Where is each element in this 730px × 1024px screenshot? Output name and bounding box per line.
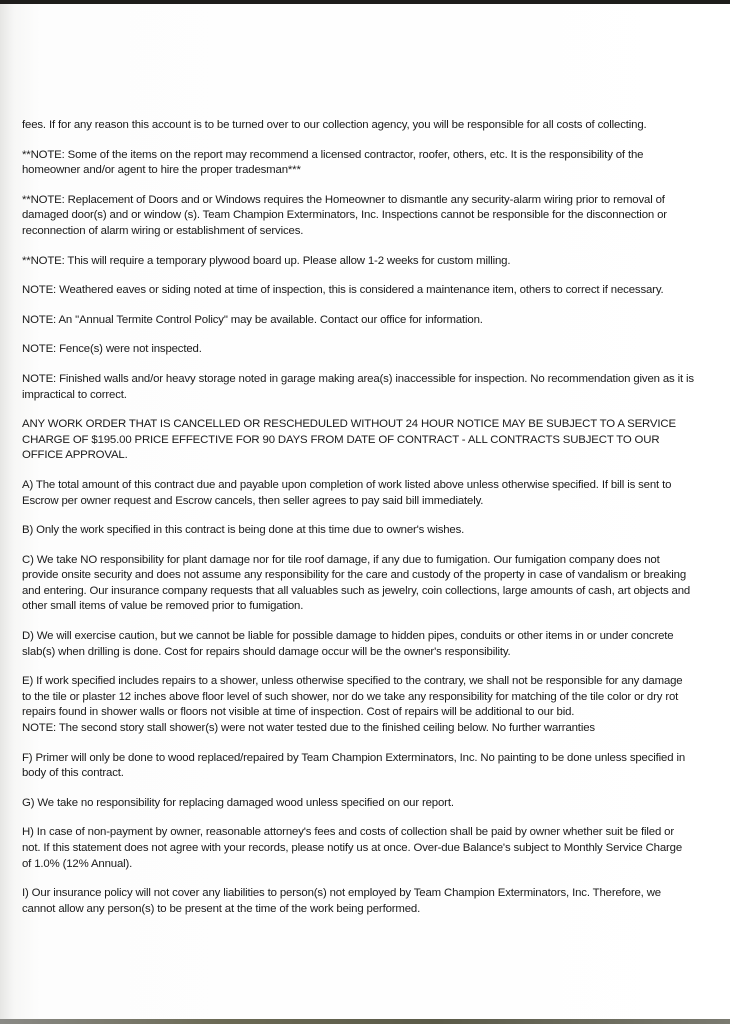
clause-h: H) In case of non-payment by owner, reasonable attorney's fees and costs of collection shall be paid by owner whether suit be filed or not. If this statement does not agree with your records, please notify us at once. Over-due Balance's subject to Monthly Service Charge of 1.0% (12% Annual). bbox=[22, 826, 683, 870]
clause-b: B) Only the work specified in this contract is being done at this time due to owner's wishes. bbox=[22, 524, 465, 537]
note-fences: NOTE: Fence(s) were not inspected. bbox=[22, 343, 202, 356]
paragraph-collection-fees: fees. If for any reason this account is to be turned over to our collection agency, you will be responsible for all costs of collecting. bbox=[22, 119, 647, 131]
note-licensed-contractor: **NOTE: Some of the items on the report may recommend a licensed contractor, roofer, others, etc. It is the responsibility of the homeowner and/or agent to hire the proper tradesman*** bbox=[22, 148, 644, 177]
note-finished-walls: NOTE: Finished walls and/or heavy storage noted in garage making area(s) inaccessible for inspection. No recommendation given as it is impractical to correct. bbox=[22, 372, 694, 401]
clause-i: I) Our insurance policy will not cover any liabilities to person(s) not employed by Team Champion Exterminators, Inc. Therefore, we cannot allow any person(s) to be present at the time of the work being performed. bbox=[22, 887, 661, 915]
background-edge bbox=[0, 1019, 730, 1024]
note-doors-windows: **NOTE: Replacement of Doors and or Windows requires the Homeowner to dismantle any security-alarm wiring prior to removal of damaged door(s) and or window (s). Team Champion Exterminators, Inc. Inspections cannot be responsible for the disconnection or reconnection of alarm wiring or establishment of services. bbox=[22, 193, 667, 237]
document-body bbox=[22, 118, 694, 931]
clause-a: A) The total amount of this contract due and payable upon completion of work listed above unless otherwise specified. If bill is sent to Escrow per owner request and Escrow cancels, then seller agrees to pay said bill immediately. bbox=[22, 478, 672, 507]
note-weathered-eaves: NOTE: Weathered eaves or siding noted at time of inspection, this is considered a maintenance item, others to correct if necessary. bbox=[22, 284, 664, 297]
clause-e-block bbox=[22, 674, 694, 736]
clause-e: E) If work specified includes repairs to a shower, unless otherwise specified to the contrary, we shall not be responsible for any damage to the tile or plaster 12 inches above floor level of such shower, nor do we take any responsibility for matching of the tile color or dry rot repairs found in shower walls or floors not visible at time of inspection. Cost of repairs will be additional to our bid. bbox=[22, 675, 683, 719]
note-plywood-board-up: **NOTE: This will require a temporary plywood board up. Please allow 1-2 weeks for custom milling. bbox=[22, 254, 511, 267]
clause-c: C) We take NO responsibility for plant damage nor for tile roof damage, if any due to fumigation. Our fumigation company does not provide onsite security and does not assume any responsibility for the care and custody of the property in case of vandalism or breaking and entering. Our insurance company requests that all valuables such as jewelry, coin collections, large amounts of cash, art objects and other small items of value be removed prior to fumigation. bbox=[22, 553, 691, 613]
note-shower-not-tested: NOTE: The second story stall shower(s) were not water tested due to the finished ceiling below. No further warranties bbox=[22, 722, 595, 735]
document-page bbox=[0, 4, 730, 1021]
clause-d: D) We will exercise caution, but we cannot be liable for possible damage to hidden pipes, conduits or other items in or under concrete slab(s) when drilling is done. Cost for repairs should damage occur will be the owner's responsibility. bbox=[22, 630, 674, 658]
cancellation-policy: ANY WORK ORDER THAT IS CANCELLED OR RESCHEDULED WITHOUT 24 HOUR NOTICE MAY BE SUBJECT TO A SERVICE CHARGE OF $195.00 PRICE EFFECTIVE FOR 90 DAYS FROM DATE OF CONTRACT - ALL CONTRACTS SUBJECT TO OUR OFFICE APPROVAL. bbox=[22, 418, 676, 462]
clause-f: F) Primer will only be done to wood replaced/repaired by Team Champion Exterminators, Inc. No painting to be done unless specified in body of this contract. bbox=[22, 751, 686, 780]
clause-g: G) We take no responsibility for replacing damaged wood unless specified on our report. bbox=[22, 796, 454, 809]
note-annual-termite-policy: NOTE: An "Annual Termite Control Policy" may be available. Contact our office for information. bbox=[22, 313, 483, 326]
